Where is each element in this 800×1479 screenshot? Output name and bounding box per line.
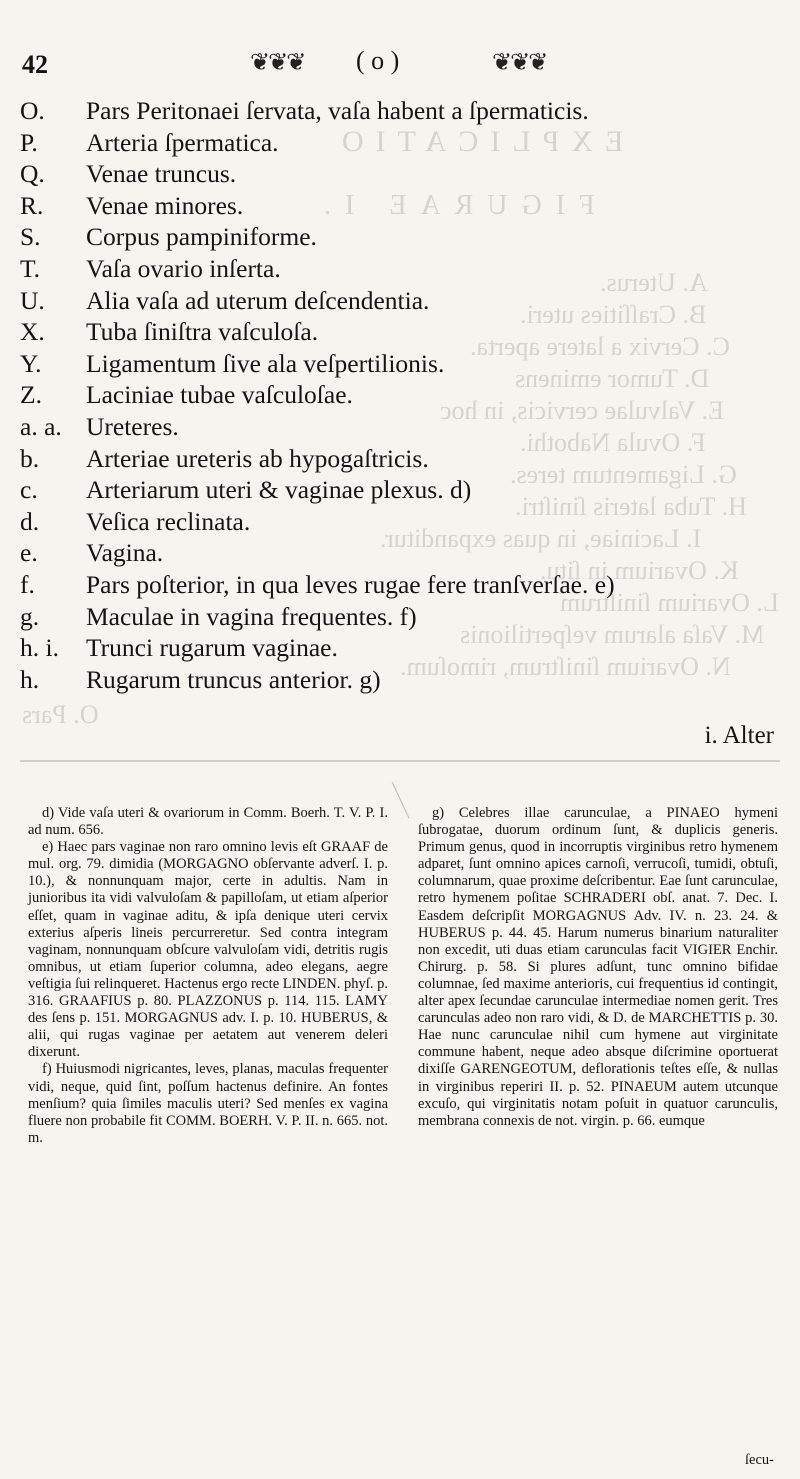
- legend-letter: c.: [20, 475, 38, 505]
- ornament-icon: ❦❦❦: [492, 50, 547, 76]
- ornament-icon: ❦❦❦: [250, 50, 305, 76]
- legend-row: [20, 348, 790, 380]
- footnotes-left: [28, 805, 388, 1147]
- footnote: g) Celebres illae carunculae, a PINAEO hymeni ſubrogatae, duorum ordinum ſunt, & duplicis generis. Primum genus, quod in incorruptis virginibus retro hymenem adparet, ſunt omnino apices carnoſi, verrucoſi, tumidi, obtuſi, columnarum, quae proxime deſcribentur. Eae ſunt carunculae, retro hymenem poſitae SCHRADERI obſ. anat. 7. Dec. I. Easdem deſcripſit MORGAGNUS Adv. IV. n. 23. 24. & HUBERUS p. 44. 45. Harum numerus binarium naturaliter non excedit, uti duas etiam carunculas facit VIGIER Enchir. Chirurg. p. 58. Si plures adſunt, tunc omnino bifidae columnae, ſed maxime anterioris, cui frequentius id contingit, alter apex ſecundae carunculae intermediae nomen gerit. Tres carunculas adeo non raro vidi, & D. de MARCHETTIS p. 30. Hae nunc carunculae nihil cum hymene aut virginitate commune habent, neque adeo absque diſcrimine oportuerat dixiſſe GARENGEOTUM, deflorationis teſtes eſſe, & nullas in virginibus reperiri II. p. 52. PINAEUM autem utcunque excuſo, qui virginitatis notam poſuit in quatuor carunculis, membrana connexis de not. virgin. p. 66. eumque: [418, 805, 778, 1129]
- show-through-line: K. Ovarium in ſitu.: [540, 556, 739, 585]
- legend-text: Arteriae ureteris ab hypogaſtricis.: [86, 443, 429, 473]
- figure-legend: [20, 95, 790, 695]
- catchword-top: i. Alter: [704, 722, 774, 749]
- legend-letter: R.: [20, 190, 44, 220]
- legend-letter: Q.: [20, 159, 45, 189]
- page-header: [0, 42, 800, 82]
- legend-row: [20, 285, 790, 317]
- show-through-line: F. Ovula Nabothi.: [520, 428, 706, 457]
- show-through-line: B. Craſſities uteri.: [520, 300, 707, 329]
- legend-text: Pars poſterior, in qua leves rugae fere tranſverſae. e): [86, 569, 615, 599]
- show-through-line: G. Ligamentum teres.: [510, 460, 737, 489]
- legend-row: [20, 537, 790, 569]
- legend-row: [20, 569, 790, 601]
- legend-row: [20, 664, 790, 696]
- legend-letter: T.: [20, 253, 41, 283]
- show-through-title: EXPLICATIO: [330, 125, 624, 158]
- legend-row: [20, 379, 790, 411]
- show-through-line: A. Uterus.: [600, 268, 708, 297]
- divider: [20, 760, 780, 762]
- footnote: e) Haec pars vaginae non raro omnino levis eſt GRAAF de mul. org. 79. dimidia (MORGAGNO obſervante adverſ. I. p. 10.), & nonnunquam major, certe in adultis. Nam in junioribus ita vidi valvuloſam & papilloſam, ut etiam aſperior eſſet, quam in vaginae aditu, & ipſa denique uteri cervix exterius aſperis lineis percurreretur. Sed contra integram vaginam, nonnunquam obſcure valvuloſam vidi, detritis rugis omnibus, ut etiam ſuperior columna, adeo elegans, aegre veſtigia ſui relinqueret. Hactenus ergo recte LINDEN. phyſ. p. 316. GRAAFIUS p. 80. PLAZZONUS p. 114. 115. LAMY des ſens p. 151. MORGAGNUS adv. I. p. 10. HUBERUS, & alii, qui rugas vaginae per aetatem aut venerem deleri dixerunt.: [28, 839, 388, 1061]
- show-through-subtitle: FIGURAE I.: [310, 190, 595, 221]
- show-through-line: N. Ovarium ſiniſtrum, rimoſum.: [400, 652, 731, 681]
- legend-letter: S.: [20, 222, 41, 252]
- legend-text: Venae truncus.: [86, 159, 237, 189]
- legend-row: [20, 95, 790, 127]
- legend-text: Trunci rugarum vaginae.: [86, 633, 338, 663]
- legend-letter: P.: [20, 127, 38, 157]
- legend-letter: e.: [20, 538, 38, 568]
- footnote: f) Huiusmodi nigricantes, leves, planas, maculas frequenter vidi, neque, quid ſint, poſſum hactenus definire. An fontes menſium? quia ſimiles maculis uteri? Sed menſes ex vagina fluere non probabile fit COMM. BOERH. V. P. II. n. 665. not. m.: [28, 1061, 388, 1146]
- legend-text: Tuba ſiniſtra vaſculoſa.: [86, 317, 319, 347]
- divider: [392, 782, 410, 819]
- legend-text: Vagina.: [86, 538, 164, 568]
- footnote: d) Vide vaſa uteri & ovariorum in Comm. Boerh. T. V. P. I. ad num. 656.: [28, 805, 388, 839]
- legend-letter: h. i.: [20, 633, 59, 663]
- show-through-line: D. Tumor eminens: [515, 364, 710, 393]
- legend-text: Arteriarum uteri & vaginae plexus. d): [86, 475, 472, 505]
- legend-row: [20, 601, 790, 633]
- signature-mark: ( o ): [356, 46, 400, 75]
- legend-text: Pars Peritonaei ſervata, vaſa habent a ſpermaticis.: [86, 96, 589, 125]
- legend-row: [20, 221, 790, 253]
- legend-letter: b.: [20, 443, 40, 473]
- legend-text: Ureteres.: [86, 411, 179, 441]
- legend-row: [20, 474, 790, 506]
- legend-row: [20, 632, 790, 664]
- legend-text: Corpus pampiniforme.: [86, 222, 317, 252]
- show-through-line: O. Pars: [22, 700, 99, 729]
- show-through-line: M. Vaſa alarum veſpertilionis: [460, 620, 765, 649]
- legend-letter: d.: [20, 506, 40, 536]
- footnotes-right: [418, 805, 778, 1130]
- legend-row: [20, 127, 790, 159]
- legend-letter: a. a.: [20, 411, 62, 441]
- catchword-bottom: ſecu-: [745, 1452, 774, 1468]
- legend-letter: O.: [20, 96, 45, 125]
- show-through-line: C. Cervix a latere aperta.: [470, 332, 730, 361]
- legend-text: Rugarum truncus anterior. g): [86, 664, 381, 694]
- legend-row: [20, 506, 790, 538]
- legend-row: [20, 411, 790, 443]
- legend-row: [20, 443, 790, 475]
- legend-letter: g.: [20, 601, 40, 631]
- show-through-line: H. Tuba lateris ſiniſtri.: [515, 492, 747, 521]
- legend-text: Ligamentum ſive ala veſpertilionis.: [86, 348, 445, 378]
- legend-letter: Y.: [20, 348, 42, 378]
- legend-row: [20, 190, 790, 222]
- legend-row: [20, 316, 790, 348]
- legend-text: Venae minores.: [86, 190, 244, 220]
- page-number: 42: [22, 50, 48, 79]
- show-through-line: L. Ovarium ſiniſtrum: [560, 588, 779, 617]
- legend-row: [20, 253, 790, 285]
- legend-text: Arteria ſpermatica.: [86, 127, 279, 157]
- legend-text: Maculae in vagina frequentes. f): [86, 601, 417, 631]
- legend-letter: Z.: [20, 380, 42, 410]
- legend-letter: f.: [20, 569, 35, 599]
- legend-letter: X.: [20, 317, 45, 347]
- legend-text: Vaſa ovario inſerta.: [86, 253, 281, 283]
- legend-row: [20, 158, 790, 190]
- legend-text: Laciniae tubae vaſculoſae.: [86, 380, 353, 410]
- legend-letter: U.: [20, 285, 45, 315]
- legend-text: Alia vaſa ad uterum deſcendentia.: [86, 285, 430, 315]
- legend-text: Veſica reclinata.: [86, 506, 251, 536]
- show-through-line: I. Laciniae, in quas expanditur.: [380, 524, 702, 553]
- show-through-line: E. Valvulae cervicis, in hoc: [440, 396, 724, 425]
- legend-letter: h.: [20, 664, 40, 694]
